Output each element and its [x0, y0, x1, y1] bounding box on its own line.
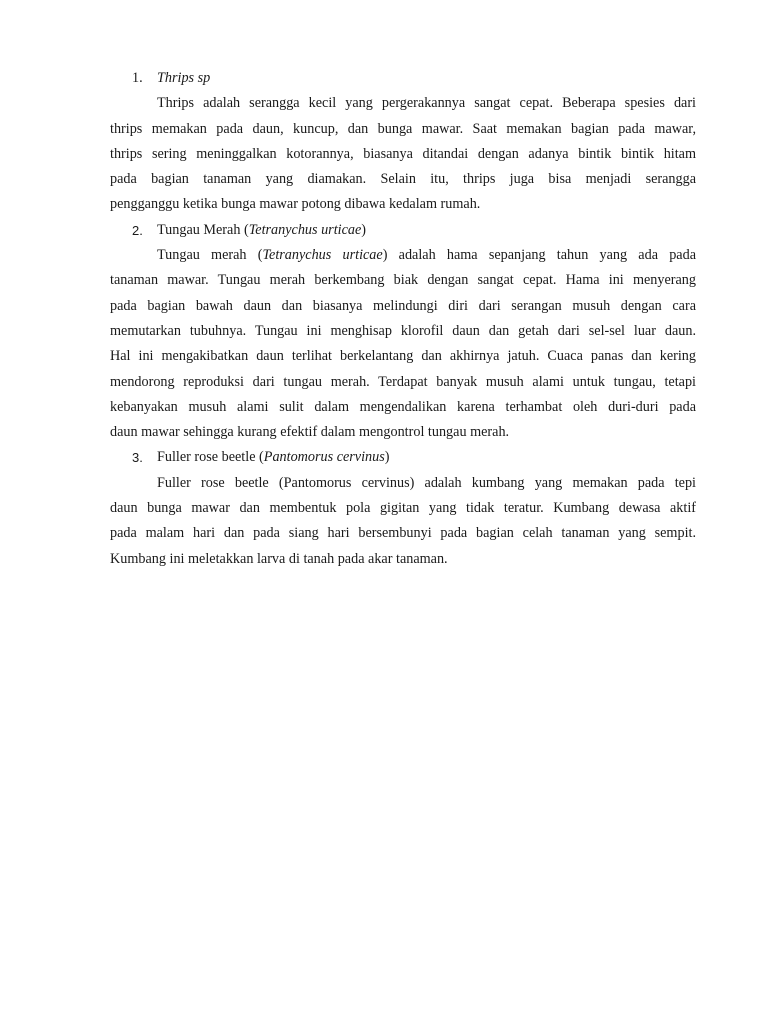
section-2-title-text: Tungau Merah	[157, 221, 241, 238]
section-3-title-open: (	[255, 449, 264, 466]
section-3-title	[157, 445, 390, 470]
section-3-heading	[110, 445, 696, 470]
section-2-number: 2.	[132, 222, 143, 238]
paragraph-line: tanaman mawar. Tungau merah berkembang biak dengan sangat cepat. Hama ini menyerang	[110, 272, 696, 289]
section-2-paragraph	[110, 243, 696, 445]
paragraph-line: pengganggu ketika bunga mawar potong dibawa kedalam rumah.	[110, 196, 481, 213]
section-1-heading	[110, 66, 696, 91]
paragraph-line: mendorong reproduksi dari tungau merah. Terdapat banyak musuh alami untuk tungau, tetapi	[110, 373, 696, 390]
section-2-title-italic: Tetranychus urticae	[248, 221, 362, 238]
paragraph-line: pada bagian tanaman yang diamakan. Selain itu, thrips juga bisa menjadi serangga	[110, 171, 696, 188]
paragraph-line: memutarkan tubuhnya. Tungau ini menghisap klorofil daun dan getah dari sel-sel luar daun.	[110, 322, 696, 339]
paragraph-line: pada malam hari dan pada siang hari bersembunyi pada bagian celah tanaman yang sempit.	[110, 525, 696, 542]
section-3-title-close: )	[384, 449, 390, 466]
section-1-paragraph	[110, 91, 696, 217]
section-2-title-close: )	[361, 221, 367, 238]
paragraph-line: kebanyakan musuh alami sulit dalam mengendalikan karena terhambat oleh duri-duri pada	[110, 398, 696, 415]
paragraph-line: Fuller rose beetle (Pantomorus cervinus) adalah kumbang yang memakan pada tepi	[157, 474, 696, 491]
section-2-title-open: (	[240, 221, 249, 238]
section-1-title-italic: Thrips sp	[157, 70, 211, 86]
document-page	[110, 66, 696, 572]
paragraph-line: Thrips adalah serangga kecil yang pergerakannya sangat cepat. Beberapa spesies dari	[157, 95, 696, 112]
section-2-heading	[110, 218, 696, 243]
section-1-number: 1.	[132, 70, 143, 86]
paragraph-line: pada bagian bawah daun dan biasanya melindungi diri dari serangan musuh dengan cara	[110, 297, 696, 314]
paragraph-line: daun bunga mawar dan membentuk pola gigitan yang tidak teratur. Kumbang dewasa aktif	[110, 500, 696, 517]
paragraph-line: thrips sering meninggalkan kotorannya, biasanya ditandai dengan adanya bintik bintik hitam	[110, 145, 696, 162]
section-2-first-line-italic: Tetranychus urticae	[262, 247, 383, 264]
section-3-title-italic: Pantomorus cervinus	[263, 449, 385, 466]
paragraph-line: thrips memakan pada daun, kuncup, dan bunga mawar. Saat memakan bagian pada mawar,	[110, 120, 696, 137]
paragraph-line: Hal ini mengakibatkan daun terlihat berkelantang dan akhirnya jatuh. Cuaca panas dan kering	[110, 348, 696, 365]
section-3-number: 3.	[132, 450, 143, 466]
section-3-title-text: Fuller rose beetle	[157, 449, 256, 466]
paragraph-line: Kumbang ini meletakkan larva di tanah pada akar tanaman.	[110, 550, 448, 567]
paragraph-line: daun mawar sehingga kurang efektif dalam mengontrol tungau merah.	[110, 424, 510, 441]
section-2-title	[157, 218, 366, 243]
paragraph-line	[110, 243, 696, 268]
section-2-first-line-after: ) adalah hama sepanjang tahun yang ada pada	[382, 247, 696, 264]
section-3-paragraph	[110, 471, 696, 572]
section-2-first-line-before: Tungau merah (	[157, 247, 263, 264]
section-1-title	[157, 66, 210, 91]
